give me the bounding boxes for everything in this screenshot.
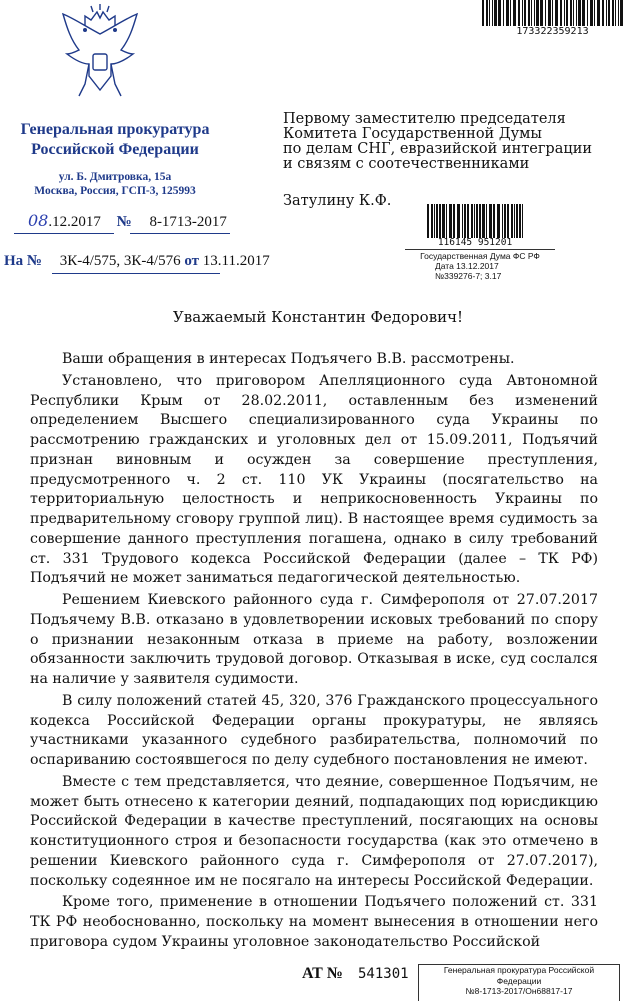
outgoing-date: .12.2017 xyxy=(48,214,101,230)
barcode-bar xyxy=(555,0,558,26)
ref-label: На № xyxy=(4,253,42,269)
barcode-bar xyxy=(436,204,438,238)
barcode-bar xyxy=(507,204,509,238)
barcode-bar xyxy=(492,0,493,26)
barcode-bar xyxy=(449,204,452,238)
barcode-bar xyxy=(573,0,574,26)
barcode-bar xyxy=(462,204,463,238)
barcode-bar xyxy=(620,0,623,26)
addressee-line-3: по делам СНГ, евразийской интеграции xyxy=(283,141,593,157)
barcode-bar xyxy=(531,0,532,26)
barcode-bar xyxy=(503,0,504,26)
paragraph: Кроме того, применение в отношении Подъячего положений ст. 331 ТК РФ необоснованно, поскольку на момент вынесения в отношении него приговора судом Украины уголовное законодательство Российской xyxy=(30,894,598,950)
barcode-bar xyxy=(513,0,516,26)
barcode-bar xyxy=(536,0,539,26)
barcode-bar xyxy=(498,0,501,26)
addressee-block xyxy=(283,112,613,172)
barcode-bar xyxy=(486,204,487,238)
barcode-bar xyxy=(504,204,506,238)
paragraph: Установлено, что приговором Апелляционного суда Автономной Республики Крым от 28.02.2011, оставленным без изменений определением Высшего специализированного суда Украины по рассмотрению гражданских и уголовных дел от 15.09.2011, Подъячий признан виновным и осужден за совершение преступления, предусмотренного ч. 2 ст. 110 УК Украины (посягательство на территориальную целостность и неприкосновенность Украины по предварительному сговору группой лиц). В настоящее время судимость за совершение данного преступления погашена, однако в силу требований ст. 331 Трудового кодекса Российской Федерации (далее – ТК РФ) Подъячий не может заниматься педагогической деятельностью. xyxy=(30,372,598,587)
barcode-bar xyxy=(497,204,500,238)
barcode-bar xyxy=(534,0,535,26)
barcode-bar xyxy=(578,0,581,26)
barcode-bar xyxy=(502,204,503,238)
address-line-1: ул. Б. Дмитровка, 15а xyxy=(58,171,172,183)
addressee-name: Затулину К.Ф. xyxy=(283,193,392,209)
barcode-bar xyxy=(486,0,488,26)
barcode-bar xyxy=(510,0,511,26)
org-name-line-1: Генеральная прокуратура xyxy=(20,121,210,138)
addressee-line-2: Комитета Государственной Думы xyxy=(283,126,542,142)
at-number: 541301 xyxy=(358,966,409,982)
barcode-bar xyxy=(482,204,485,238)
barcode-bar xyxy=(494,0,497,26)
ref-numbers: 3К-4/575, 3К-4/576 xyxy=(59,253,181,269)
at-number-label: АТ № xyxy=(302,965,343,982)
duma-stamp-title: Государственная Дума ФС РФ xyxy=(405,249,555,261)
paragraph: В силу положений статей 45, 320, 376 Гражданского процессуального кодекса Российской Федерации органы прокуратуры, не являясь участниками указанного судебного разбирательства, полномочий по оспариванию состоявшегося по делу судебного постановления не имеют. xyxy=(30,692,598,768)
paragraph: Вместе с тем представляется, что деяние, совершенное Подъячим, не может быть отнесено к категории деяний, подпадающих под юрисдикцию Российской Федерации в качестве преступлений, посягающих на основы конституционного строя и безопасности государства (как это отмечено в решении Киевского районного суда г. Симферополя от 27.07.2017), поскольку содеянное им не посягало на интересы Российской Федерации. xyxy=(30,773,598,889)
barcode-bar xyxy=(618,0,619,26)
barcode-bar xyxy=(548,0,551,26)
address-line-2: Москва, Россия, ГСП-3, 125993 xyxy=(34,185,196,197)
footer-registration-stamp xyxy=(418,964,620,1001)
barcode-bar xyxy=(514,204,515,238)
barcode-bar xyxy=(608,0,610,26)
barcode-bar xyxy=(615,0,616,26)
barcode-bar xyxy=(457,204,460,238)
footer-stamp-line-1: Генеральная прокуратура Российской xyxy=(443,965,595,975)
barcode-bar xyxy=(594,0,595,26)
footer-stamp-line-3: №8-1713-2017/Он68817-17 xyxy=(465,986,573,996)
barcode-bar xyxy=(511,204,513,238)
paragraph: Ваши обращения в интересах Подъячего В.В. рассмотрены. xyxy=(62,351,515,367)
ref-date: 13.11.2017 xyxy=(202,253,270,269)
ref-from: от xyxy=(184,253,200,269)
addressee-line-1: Первому заместителю председателя xyxy=(283,111,566,127)
barcode-bar xyxy=(597,0,600,26)
barcode-bar xyxy=(482,0,484,26)
barcode-bar xyxy=(518,0,520,26)
barcode-bar xyxy=(560,0,562,26)
barcode-bar xyxy=(434,204,435,238)
letter-body xyxy=(30,350,598,955)
number-sign: № xyxy=(116,214,132,230)
barcode-bar xyxy=(522,204,523,238)
footer-stamp-line-2: Федерации xyxy=(496,975,542,986)
barcode-bar xyxy=(476,204,478,238)
barcode-bar xyxy=(590,0,593,26)
barcode-duma-number: 116145 951201 xyxy=(437,237,513,248)
outgoing-number: 8-1713-2017 xyxy=(149,214,227,230)
org-name-line-2: Российской Федерации xyxy=(31,141,199,158)
barcode-bar xyxy=(519,204,521,238)
barcode-bar xyxy=(439,204,441,238)
barcode-bar xyxy=(570,0,572,26)
addressee-line-4: и связям с соотечественниками xyxy=(283,156,530,172)
barcode-bar xyxy=(528,0,530,26)
barcode-bar xyxy=(552,0,553,26)
salutation: Уважаемый Константин Федорович! xyxy=(172,308,464,326)
barcode-bar xyxy=(464,204,466,238)
barcode-bar xyxy=(479,204,481,238)
barcode-bar xyxy=(602,0,604,26)
barcode-bar xyxy=(489,204,492,238)
barcode-bar xyxy=(566,0,568,26)
coat-of-arms-emblem xyxy=(55,4,145,109)
barcode-bar xyxy=(612,0,614,26)
outgoing-registration-line xyxy=(14,210,227,233)
barcode-bar xyxy=(471,204,473,238)
barcode-bar xyxy=(576,0,577,26)
barcode-bar xyxy=(467,204,469,238)
duma-registration-stamp xyxy=(405,249,555,281)
barcode-bar xyxy=(545,0,546,26)
barcode-bar xyxy=(489,0,490,26)
reference-line xyxy=(4,250,270,272)
barcode-duma xyxy=(425,204,525,238)
barcode-bar xyxy=(522,0,523,26)
barcode-bar xyxy=(431,204,433,238)
duma-stamp-date: Дата 13.12.2017 xyxy=(435,261,499,271)
barcode-bar xyxy=(564,0,565,26)
barcode-bar xyxy=(587,0,588,26)
barcode-bar xyxy=(442,204,445,238)
outgoing-day-handwritten: 08 xyxy=(28,211,49,230)
barcode-bar xyxy=(427,204,429,238)
barcode-bar xyxy=(453,204,455,238)
barcode-bar xyxy=(524,0,526,26)
barcode-bar xyxy=(474,204,475,238)
paragraph: Решением Киевского районного суда г. Симферополя от 27.07.2017 Подъячему В.В. отказано в удовлетворении исковых требований по спору о признании незаконным отказа в приеме на работу, возложении обязанности заключить трудовой договор. Отказывая в иске, суд сослался на наличие у заявителя судимости. xyxy=(30,592,598,687)
barcode-bar xyxy=(506,0,509,26)
barcode-bar xyxy=(493,204,495,238)
barcode-bar xyxy=(446,204,447,238)
organization-name xyxy=(20,120,210,160)
barcode-bar xyxy=(540,0,543,26)
barcode-bar xyxy=(516,204,518,238)
barcode-bar xyxy=(582,0,585,26)
organization-address xyxy=(20,170,210,198)
duma-stamp-reg-number: №339276-7; 3.17 xyxy=(435,271,502,281)
barcode-bar xyxy=(606,0,607,26)
barcode-top-number: 173322359213 xyxy=(480,26,625,37)
